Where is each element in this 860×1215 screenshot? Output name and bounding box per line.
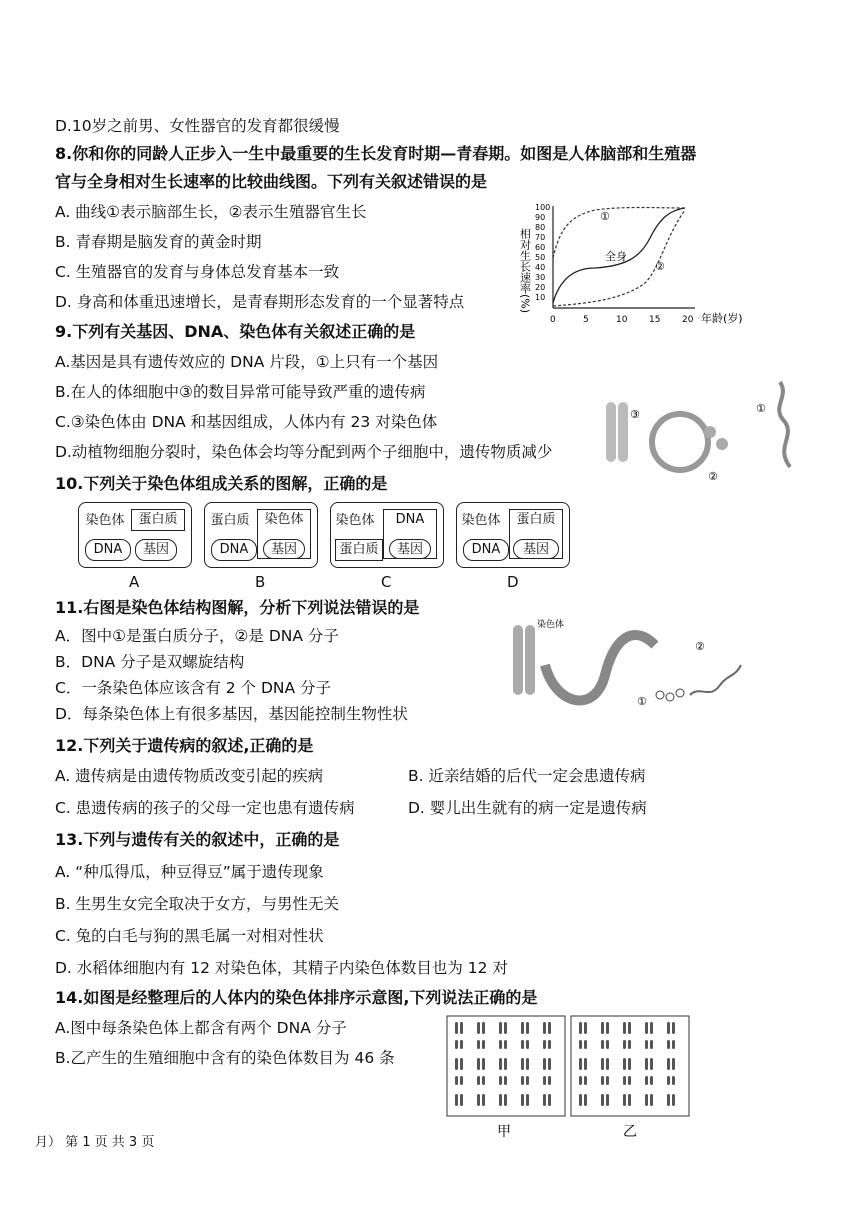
chromosome-mark	[543, 1040, 546, 1049]
chromosome-mark	[526, 1076, 529, 1085]
chromosome-mark	[548, 1094, 551, 1106]
chromosome-mark	[672, 1076, 675, 1085]
q11-option-d: D．每条染色体上有很多基因，基因能控制生物性状	[55, 705, 408, 723]
chromosome-mark	[504, 1076, 507, 1085]
q10-b-right: 基因	[263, 539, 305, 559]
karyotype-left-chromosomes	[455, 1022, 551, 1106]
q11-option-b: B．DNA 分子是双螺旋结构	[55, 653, 245, 671]
chart-ytick: 70	[535, 233, 546, 242]
chromosome-mark	[499, 1022, 502, 1034]
chromosome-mark	[650, 1022, 653, 1034]
chart-ytick: 50	[535, 253, 546, 262]
q11-label-1: ①	[637, 695, 647, 708]
q11-label-2: ②	[695, 640, 705, 653]
chromosome-mark	[579, 1076, 582, 1085]
q10-options	[78, 502, 558, 591]
chromosome-mark	[499, 1076, 502, 1085]
chromosome-mark	[667, 1094, 670, 1106]
q9-label-3: ③	[630, 408, 640, 421]
chromosome-mark	[526, 1058, 529, 1070]
chromosome-mark	[579, 1040, 582, 1049]
karyotype-label-left: 甲	[497, 1124, 511, 1140]
chromosome-mark	[460, 1094, 463, 1106]
q10-d-outer: 染色体	[461, 513, 501, 528]
q13-option-d: D. 水稻体细胞内有 12 对染色体，其精子内染色体数目也为 12 对	[55, 959, 508, 977]
q10-label-b: B	[255, 573, 266, 591]
q14-option-a: A.图中每条染色体上都含有两个 DNA 分子	[55, 1019, 347, 1037]
chromosome-mark	[667, 1022, 670, 1034]
chromosome-mark	[526, 1022, 529, 1034]
chart-ytick: 100	[535, 203, 551, 212]
chromosome-mark	[455, 1040, 458, 1049]
chromosome-mark	[584, 1076, 587, 1085]
chromosome-mark	[521, 1058, 524, 1070]
q10-box-a	[78, 502, 192, 591]
chromosome-mark	[650, 1094, 653, 1106]
chromosome-mark	[623, 1076, 626, 1085]
chromosome-mark	[584, 1040, 587, 1049]
q9-chromosome-figure	[600, 372, 820, 492]
chromosome-mark	[628, 1094, 631, 1106]
chromosome-mark	[548, 1022, 551, 1034]
q10-c-top: DNA	[383, 509, 437, 559]
q8-option-a: A. 曲线①表示脑部生长，②表示生殖器官生长	[55, 203, 367, 221]
chromosome-mark	[650, 1076, 653, 1085]
chart-xlabel: 年龄(岁)	[701, 312, 743, 325]
q11-chromosome-label: 染色体	[537, 620, 565, 630]
q10-b-top: 染色体	[257, 509, 311, 559]
chromosome-mark	[526, 1040, 529, 1049]
q10-box-c	[330, 502, 444, 591]
chromosome-mark	[645, 1058, 648, 1070]
chromosome-mark	[623, 1058, 626, 1070]
chromosome-mark	[623, 1094, 626, 1106]
chromosome-mark	[543, 1094, 546, 1106]
chromosome-mark	[504, 1040, 507, 1049]
q10-label-d: D	[507, 573, 519, 591]
q12-option-c: C. 患遗传病的孩子的父母一定也患有遗传病	[55, 799, 355, 817]
chromosome-mark	[650, 1040, 653, 1049]
chromosome-mark	[628, 1040, 631, 1049]
q9-label-2: ②	[708, 470, 718, 483]
chromosome-mark	[650, 1058, 653, 1070]
chromosome-mark	[579, 1022, 582, 1034]
q13-stem: 13.下列与遗传有关的叙述中，正确的是	[55, 830, 340, 849]
curve-label-1: ①	[600, 210, 610, 223]
chromosome-mark	[504, 1094, 507, 1106]
chromosome-mark	[606, 1022, 609, 1034]
chart-xtick: 10	[616, 315, 628, 325]
chromosome-mark	[460, 1022, 463, 1034]
chromosome-mark	[606, 1076, 609, 1085]
chart-ytick: 60	[535, 243, 546, 252]
chart-xtick: 5	[583, 315, 589, 325]
chromosome-mark	[499, 1058, 502, 1070]
chart-ytick: 10	[535, 293, 546, 302]
q13-option-a: A. “种瓜得瓜，种豆得豆”属于遗传现象	[55, 863, 324, 881]
q10-c-left: 蛋白质	[335, 539, 383, 561]
q12-stem: 12.下列关于遗传病的叙述,正确的是	[55, 736, 314, 755]
q11-stem: 11.右图是染色体结构图解，分析下列说法错误的是	[55, 598, 420, 617]
chromosome-mark	[623, 1022, 626, 1034]
q10-a-outer: 染色体	[85, 513, 125, 528]
chromosome-mark	[455, 1022, 458, 1034]
chromosome-mark	[499, 1094, 502, 1106]
chromosome-mark	[584, 1022, 587, 1034]
chart-xtick: 15	[649, 315, 661, 325]
chromosome-mark	[667, 1040, 670, 1049]
chromosome-mark	[504, 1022, 507, 1034]
chromosome-mark	[601, 1040, 604, 1049]
chromosome-mark	[504, 1058, 507, 1070]
q10-c-outer: 染色体	[335, 513, 375, 528]
chromosome-mark	[477, 1040, 480, 1049]
q12-option-d: D. 婴儿出生就有的病一定是遗传病	[408, 799, 647, 817]
karyotype-right-chromosomes	[579, 1022, 675, 1106]
q7-option-d: D.10岁之前男、女性器官的发育都很缓慢	[55, 117, 340, 135]
q10-box-b	[204, 502, 318, 591]
chart-ytick: 40	[535, 263, 546, 272]
chromosome-mark	[601, 1094, 604, 1106]
q10-label-c: C	[381, 573, 392, 591]
chart-xtick: 20	[682, 315, 694, 325]
chromosome-mark	[521, 1094, 524, 1106]
chromosome-mark	[645, 1022, 648, 1034]
chart-ytick: 20	[535, 283, 546, 292]
chromosome-mark	[477, 1076, 480, 1085]
chromosome-mark	[477, 1022, 480, 1034]
chromosome-mark	[548, 1040, 551, 1049]
chromosome-mark	[477, 1094, 480, 1106]
chart-yticks	[535, 203, 550, 302]
chromosome-mark	[645, 1076, 648, 1085]
q8-option-b: B. 青春期是脑发育的黄金时期	[55, 233, 262, 251]
chromosome-mark	[601, 1022, 604, 1034]
q11-chromosome-structure	[505, 605, 745, 725]
chromosome-mark	[579, 1094, 582, 1106]
q13-option-c: C. 兔的白毛与狗的黑毛属一对相对性状	[55, 927, 324, 945]
q9-option-b: B.在人的体细胞中③的数目异常可能导致严重的遗传病	[55, 383, 426, 401]
chromosome-mark	[543, 1022, 546, 1034]
q13-option-b: B. 生男生女完全取决于女方，与男性无关	[55, 895, 339, 913]
karyotype-label-right: 乙	[623, 1124, 637, 1140]
q8-option-d: D. 身高和体重迅速增长，是青春期形态发育的一个显著特点	[55, 293, 465, 311]
curve-label-2: ②	[655, 260, 665, 273]
chromosome-mark	[455, 1076, 458, 1085]
chromosome-mark	[672, 1040, 675, 1049]
chromosome-mark	[521, 1022, 524, 1034]
q9-stem: 9.下列有关基因、DNA、染色体有关叙述正确的是	[55, 322, 416, 341]
chromosome-mark	[460, 1058, 463, 1070]
chromosome-mark	[460, 1076, 463, 1085]
q14-stem: 14.如图是经整理后的人体内的染色体排序示意图,下列说法正确的是	[55, 988, 538, 1007]
q10-label-a: A	[129, 573, 140, 591]
q12-option-a: A. 遗传病是由遗传物质改变引起的疾病	[55, 767, 324, 785]
chromosome-mark	[460, 1040, 463, 1049]
q10-a-left: DNA	[85, 539, 131, 561]
chromosome-mark	[628, 1022, 631, 1034]
q8-stem-1: 8.你和你的同龄人正步入一生中最重要的生长发育时期—青春期。如图是人体脑部和生殖器	[55, 144, 697, 163]
chromosome-mark	[601, 1076, 604, 1085]
q10-d-top: 蛋白质	[509, 509, 563, 559]
chromosome-mark	[521, 1076, 524, 1085]
chromosome-mark	[477, 1058, 480, 1070]
chromosome-mark	[543, 1058, 546, 1070]
q9-option-a: A.基因是具有遗传效应的 DNA 片段，①上只有一个基因	[55, 353, 439, 371]
chromosome-mark	[645, 1040, 648, 1049]
chromosome-mark	[455, 1094, 458, 1106]
q9-option-c: C.③染色体由 DNA 和基因组成，人体内有 23 对染色体	[55, 413, 438, 431]
chromosome-mark	[672, 1094, 675, 1106]
q11-option-a: A．图中①是蛋白质分子，②是 DNA 分子	[55, 627, 339, 645]
chromosome-mark	[526, 1094, 529, 1106]
growth-rate-chart	[515, 198, 765, 328]
chromosome-mark	[455, 1058, 458, 1070]
q11-option-c: C．一条染色体应该含有 2 个 DNA 分子	[55, 679, 332, 697]
chromosome-mark	[628, 1058, 631, 1070]
chromosome-mark	[628, 1076, 631, 1085]
chart-ytick: 30	[535, 273, 546, 282]
chromosome-mark	[548, 1076, 551, 1085]
q10-b-left: DNA	[211, 539, 257, 561]
chromosome-mark	[482, 1022, 485, 1034]
chromosome-mark	[499, 1040, 502, 1049]
q10-a-right: 基因	[135, 539, 177, 561]
chromosome-mark	[667, 1076, 670, 1085]
chromosome-mark	[482, 1040, 485, 1049]
curve-label-whole: 全身	[605, 250, 627, 263]
q9-label-1: ①	[756, 402, 766, 415]
chromosome-mark	[482, 1076, 485, 1085]
chart-xticks	[550, 315, 694, 325]
chromosome-mark	[601, 1058, 604, 1070]
chromosome-mark	[482, 1058, 485, 1070]
q10-stem: 10.下列关于染色体组成关系的图解，正确的是	[55, 474, 388, 493]
chromosome-mark	[579, 1058, 582, 1070]
chromosome-mark	[584, 1094, 587, 1106]
q10-box-d	[456, 502, 570, 591]
chromosome-mark	[645, 1094, 648, 1106]
q10-d-left: DNA	[463, 539, 509, 561]
chromosome-mark	[584, 1058, 587, 1070]
chromosome-mark	[482, 1094, 485, 1106]
q10-c-right: 基因	[389, 539, 431, 559]
q8-stem-2: 官与全身相对生长速率的比较曲线图。下列有关叙述错误的是	[55, 172, 488, 191]
chart-xtick: 0	[550, 315, 556, 325]
q10-a-top: 蛋白质	[131, 509, 185, 531]
chromosome-mark	[606, 1094, 609, 1106]
chromosome-mark	[623, 1040, 626, 1049]
karyotype-figure	[445, 1012, 695, 1144]
chromosome-mark	[667, 1058, 670, 1070]
q14-option-b: B.乙产生的生殖细胞中含有的染色体数目为 46 条	[55, 1049, 395, 1067]
chromosome-mark	[606, 1058, 609, 1070]
q8-option-c: C. 生殖器官的发育与身体总发育基本一致	[55, 263, 340, 281]
chromosome-mark	[548, 1058, 551, 1070]
q9-option-d: D.动植物细胞分裂时，染色体会均等分配到两个子细胞中，遗传物质减少	[55, 443, 553, 461]
chromosome-mark	[543, 1076, 546, 1085]
q12-option-b: B. 近亲结婚的后代一定会患遗传病	[408, 767, 646, 785]
chromosome-mark	[672, 1022, 675, 1034]
q10-b-outer: 蛋白质	[210, 513, 250, 528]
chart-ytick: 90	[535, 213, 546, 222]
q10-d-right: 基因	[513, 539, 559, 559]
chromosome-mark	[606, 1040, 609, 1049]
chart-ylabel: 相对生长速率(%)	[518, 228, 532, 314]
chromosome-mark	[521, 1040, 524, 1049]
chart-ytick: 80	[535, 223, 546, 232]
page-footer: 月） 第 1 页 共 3 页	[35, 1135, 155, 1150]
chromosome-mark	[672, 1058, 675, 1070]
